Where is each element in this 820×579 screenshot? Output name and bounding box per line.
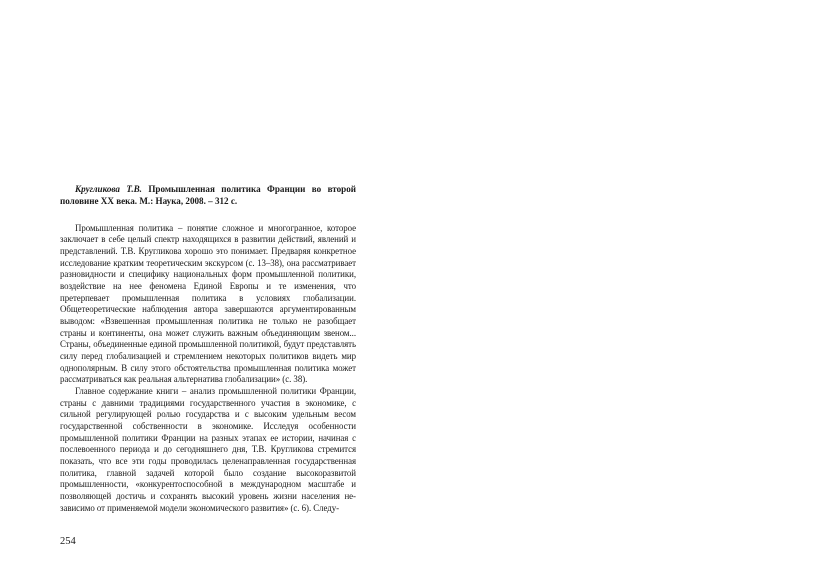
page-number: 254 — [60, 536, 76, 547]
review-heading — [60, 183, 356, 208]
text-column — [60, 183, 356, 514]
review-title: Промышленная политика Франции во второй половине XX века. М.: Наука, 2008. – 312 с. — [60, 184, 356, 207]
paragraph-1: Промышленная политика – понятие сложное и многогранное, которое заключает в себе целый спектр находящихся в развитии действий, явлений и представлений. Т.В. Кругликова хорошо это понимает. Предваряя конкретное исследование кратким теоретическим экскурсом (с. 13–38), она рассматривает разновидности и специфику национальных форм промышленной политики, воздействие на нее феномена Единой Европы и те изменения, что претерпевает промышленная политика в условиях глобализации. Общетеоретические наблюдения автора завершаются аргументированным выводом: «Взвешенная промышленная политика не только не разобщает страны и континенты, она может служить важным объединяющим звеном... Страны, объединенные единой промышленной политикой, будут представлять силу перед глобализацией и стремлением некоторых политиков видеть мир однополярным. В силу этого обстоятельства промышленная политика может рассматриваться как реальная альтернатива глобализации» (с. 38). — [60, 222, 356, 385]
review-author: Кругликова Т.В. — [75, 184, 142, 194]
paragraph-2: Главное содержание книги – анализ промышленной политики Франции, страны с давними традициями государственного участия в экономике, с сильной регулирующей ролью государства и с высоким удельным весом государственной собственности в экономике. Исследуя особенности промышленной политики Франции на разных этапах ее истории, начиная с послевоенного периода и до сегодняшнего дня, Т.В. Кругликова стремится показать, что все эти годы проводилась целенаправленная государственная политика, главной задачей которой было создание высокоразвитой промышленности, «конкурентоспособной в международном масштабе и позволяющей достичь и сохранять высокий уровень жизни населения независимо от применяемой модели экономического развития» (с. 6). Следу- — [60, 386, 356, 513]
